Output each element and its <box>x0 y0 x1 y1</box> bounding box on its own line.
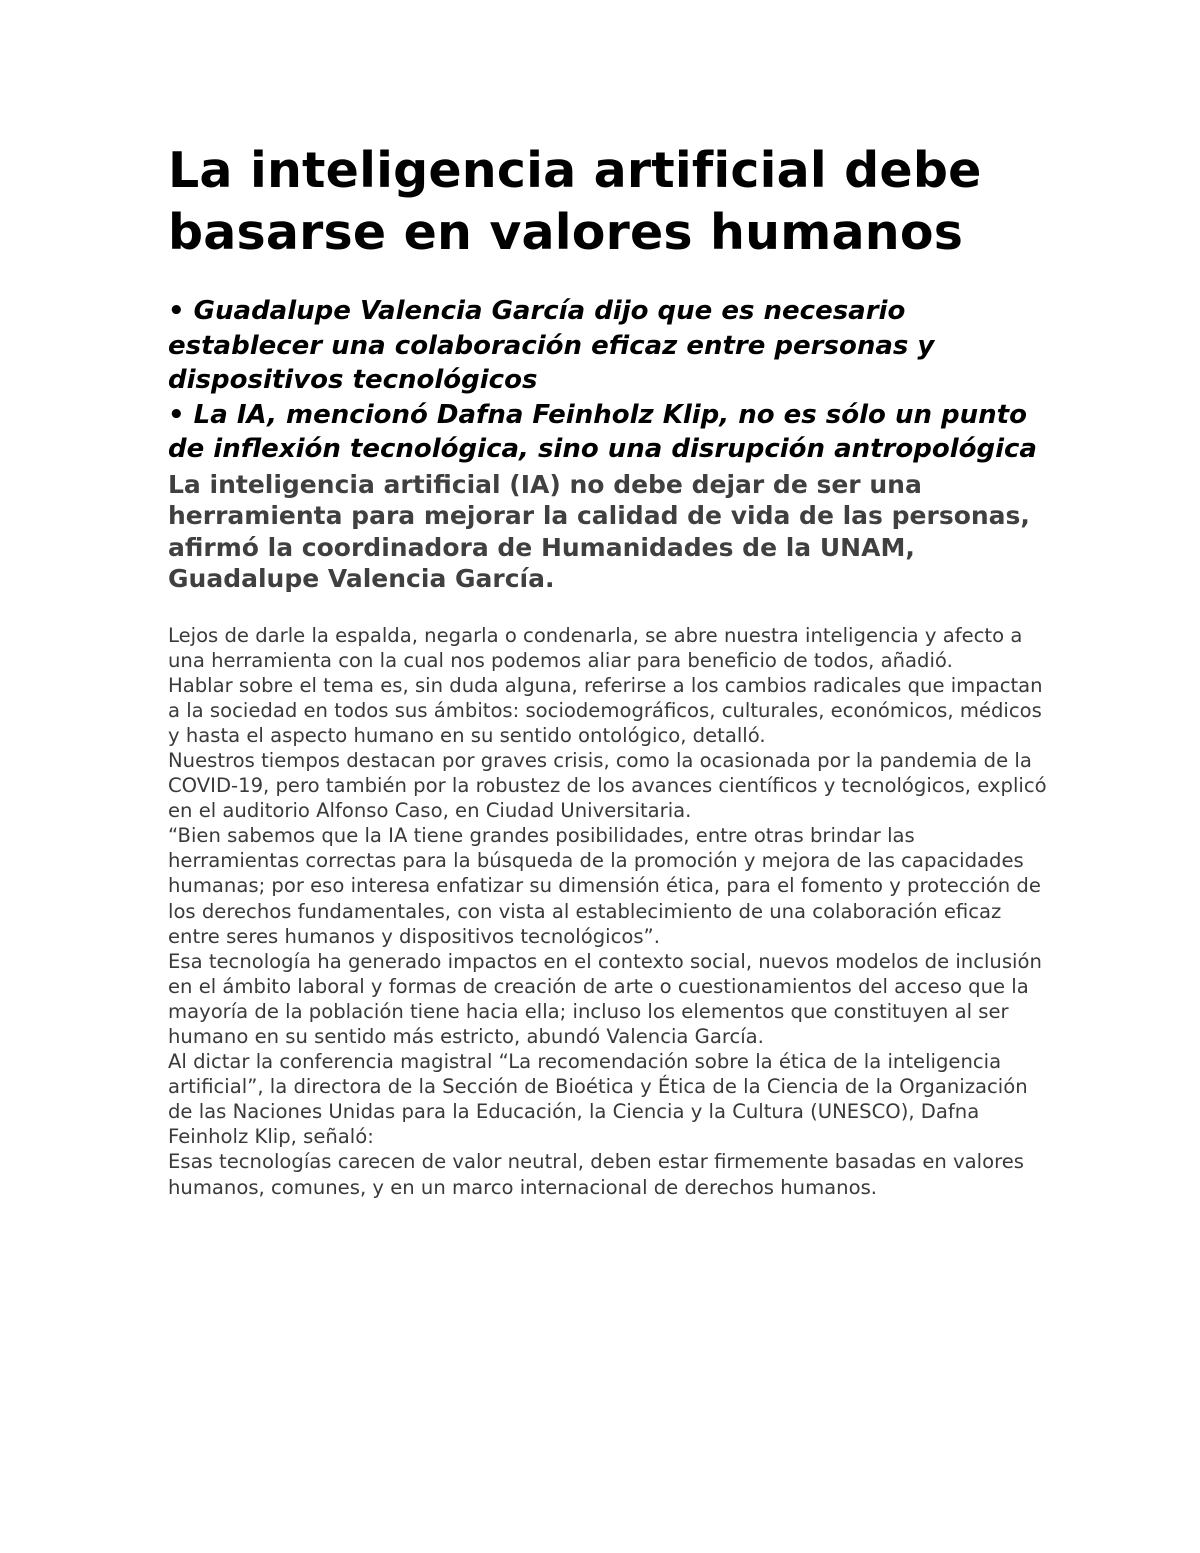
body-paragraph: Al dictar la conferencia magistral “La recomendación sobre la ética de la inteligencia artificial”, la directora de la Sección de Bioética y Ética de la Ciencia de la Organización de las Naciones Unidas para la Educación, la Ciencia y la Cultura (UNESCO), Dafna Feinholz Klip, señaló: <box>168 1050 1028 1149</box>
body-paragraph: Nuestros tiempos destacan por graves crisis, como la ocasionada por la pandemia de la COVID-19, pero también por la robustez de los avances científicos y tecnológicos, explicó en el auditorio Alfonso Caso, en Ciudad Universitaria. <box>168 748 1047 823</box>
body-paragraph: Hablar sobre el tema es, sin duda alguna, referirse a los cambios radicales que impactan a la sociedad en todos sus ámbitos: sociodemográficos, culturales, económicos, médicos y hasta el aspecto humano en su sentido ontológico, detalló. <box>168 673 1043 747</box>
lead-paragraph: La inteligencia artificial (IA) no debe dejar de ser una herramienta para mejorar la calidad de vida de las personas, afirmó la coordinadora de Humanidades de la UNAM, Guadalupe Valencia García. <box>168 469 1030 593</box>
body-paragraph: Esas tecnologías carecen de valor neutral, deben estar firmemente basadas en valores humanos, comunes, y en un marco internacional de derechos humanos. <box>168 1150 1024 1199</box>
highlights-list <box>168 294 1048 467</box>
article-body <box>168 623 1048 1200</box>
highlight-item: • Guadalupe Valencia García dijo que es necesario establecer una colaboración eficaz entre personas y dispositivos tecnológicos <box>168 296 935 395</box>
highlight-item: • La IA, mencionó Dafna Feinholz Klip, no es sólo un punto de inflexión tecnológica, sino una disrupción antropológica <box>168 399 1037 464</box>
body-paragraph: “Bien sabemos que la IA tiene grandes posibilidades, entre otras brindar las herramientas correctas para la búsqueda de la promoción y mejora de las capacidades humanas; por eso interesa enfatizar su dimensión ética, para el fomento y protección de los derechos fundamentales, con vista al establecimiento de una colaboración eficaz entre seres humanos y dispositivos tecnológicos”. <box>168 824 1041 948</box>
body-paragraph: Esa tecnología ha generado impactos en el contexto social, nuevos modelos de inclusión en el ámbito laboral y formas de creación de arte o cuestionamientos del acceso que la mayoría de la población tiene hacia ella; incluso los elementos que constituyen al ser humano en su sentido más estricto, abundó Valencia García. <box>168 949 1042 1048</box>
document-page <box>168 140 1048 1200</box>
article-title: La inteligencia artificial debe basarse en valores humanos <box>168 142 982 261</box>
body-paragraph: Lejos de darle la espalda, negarla o condenarla, se abre nuestra inteligencia y afecto a una herramienta con la cual nos podemos aliar para beneficio de todos, añadió. <box>168 623 1023 672</box>
